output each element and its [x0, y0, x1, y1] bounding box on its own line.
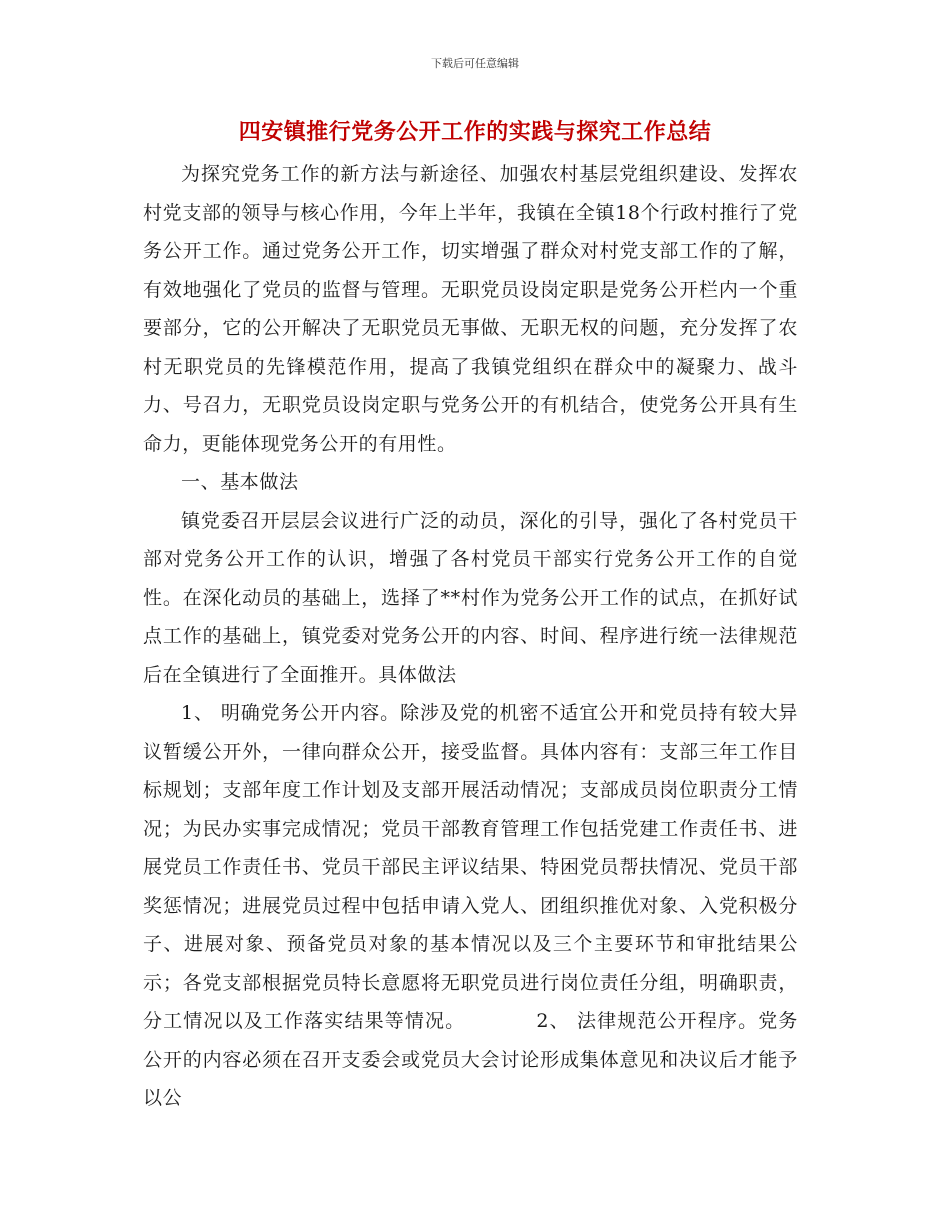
intro-paragraph: 为探究党务工作的新方法与新途径、加强农村基层党组织建设、发挥农村党支部的领导与核心作用，今年上半年，我镇在全镇18个行政村推行了党务公开工作。通过党务公开工作，切实增强了群众对村党支部工作的了解，有效地强化了党员的监督与管理。无职党员设岗定职是党务公开栏内一个重要部分，它的公开解决了无职党员无事做、无职无权的问题，充分发挥了农村无职党员的先锋模范作用，提高了我镇党组织在群众中的凝聚力、战斗力、号召力，无职党员设岗定职与党务公开的有机结合，使党务公开具有生命力，更能体现党务公开的有用性。: [143, 163, 798, 455]
document-title: 四安镇推行党务公开工作的实践与探究工作总结: [238, 119, 712, 145]
methods-paragraph: 镇党委召开层层会议进行广泛的动员，深化的引导，强化了各村党员干部对党务公开工作的认识，增强了各村党员干部实行党务公开工作的自觉性。在深化动员的基础上，选择了**村作为党务公开工作的试点，在抓好试点工作的基础上，镇党委对党务公开的内容、时间、程序进行统一法律规范后在全镇进行了全面推开。具体做法: [143, 509, 798, 686]
section-heading-basic-methods: 一、基本做法: [181, 471, 299, 493]
content-paragraph: 1、 明确党务公开内容。除涉及党的机密不适宜公开和党员持有较大异议暂缓公开外，一律向群众公开，接受监督。具体内容有：支部三年工作目标规划；支部年度工作计划及支部开展活动情况；支部成员岗位职责分工情况；为民办实事完成情况；党员干部教育管理工作包括党建工作责任书、进展党员工作责任书、党员干部民主评议结果、特困党员帮扶情况、党员干部奖惩情况；进展党员过程中包括申请入党人、团组织推优对象、入党积极分子、进展对象、预备党员对象的基本情况以及三个主要环节和审批结果公示；各党支部根据党员特长意愿将无职党员进行岗位责任分组，明确职责，分工情况以及工作落实结果等情况。 2、 法律规范公开程序。党务公开的内容必须在召开支委会或党员大会讨论形成集体意见和决议后才能予以公: [143, 702, 798, 1109]
document-body: [143, 155, 798, 1118]
header-note: 下载后可任意编辑: [431, 57, 519, 70]
